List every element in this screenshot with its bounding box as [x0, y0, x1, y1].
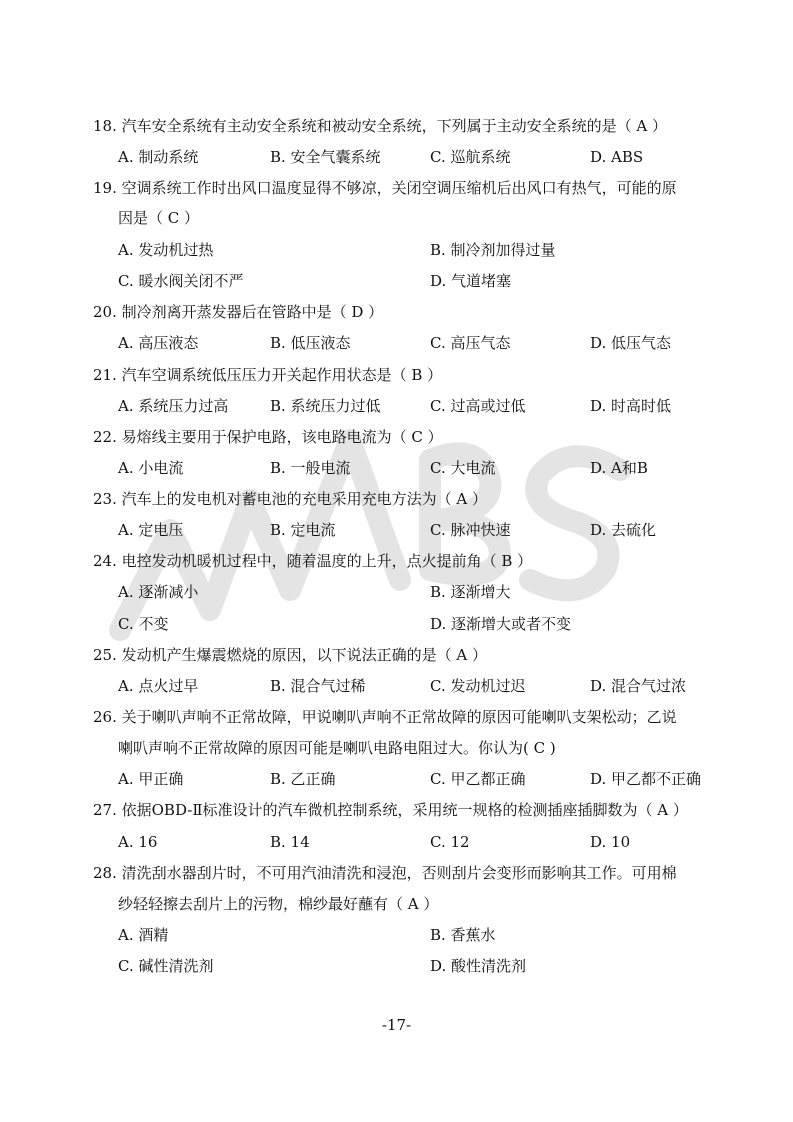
question-24-stem: 24. 电控发动机暖机过程中，随着温度的上升，点火提前角（ B ）	[93, 552, 533, 570]
question-27-option-d: D. 10	[590, 833, 631, 851]
question-23-stem: 23. 汽车上的发电机对蓄电池的充电采用充电方法为（ A ）	[93, 490, 487, 508]
question-20-option-d: D. 低压气态	[590, 334, 672, 352]
question-27-stem: 27. 依据OBD-Ⅱ标准设计的汽车微机控制系统，采用统一规格的检测插座插脚数为（ A ）	[93, 801, 688, 819]
question-19-stem-line1: 19. 空调系统工作时出风口温度显得不够凉，关闭空调压缩机后出风口有热气，可能的原	[93, 179, 677, 197]
question-22-option-d: D. A和B	[590, 459, 648, 477]
question-24-option-c: C. 不变	[118, 615, 169, 633]
question-22-option-b: B. 一般电流	[270, 459, 351, 477]
question-18-option-d: D. ABS	[590, 148, 644, 166]
question-23-option-a: A. 定电压	[118, 521, 184, 539]
question-25-option-a: A. 点火过早	[118, 677, 199, 695]
question-25-option-c: C. 发动机过迟	[430, 677, 526, 695]
question-22-stem: 22. 易熔线主要用于保护电路，该电路电流为（ C ）	[93, 428, 443, 446]
question-28-option-d: D. 酸性清洗剂	[430, 957, 527, 975]
question-19-option-b: B. 制冷剂加得过量	[430, 241, 556, 259]
question-19-option-d: D. 气道堵塞	[430, 272, 512, 290]
question-26-option-b: B. 乙正确	[270, 770, 336, 788]
question-18-option-a: A. 制动系统	[118, 148, 199, 166]
question-18-stem: 18. 汽车安全系统有主动安全系统和被动安全系统，下列属于主动安全系统的是（ A ）	[93, 117, 667, 135]
question-27-option-c: C. 12	[430, 833, 470, 851]
question-19-option-c: C. 暖水阀关闭不严	[118, 272, 244, 290]
question-21-option-c: C. 过高或过低	[430, 397, 526, 415]
question-23-option-d: D. 去硫化	[590, 521, 657, 539]
question-25-stem: 25. 发动机产生爆震燃烧的原因，以下说法正确的是（ A ）	[93, 646, 487, 664]
question-18-option-b: B. 安全气囊系统	[270, 148, 381, 166]
question-20-option-c: C. 高压气态	[430, 334, 511, 352]
question-23-option-c: C. 脉冲快速	[430, 521, 511, 539]
question-23-option-b: B. 定电流	[270, 521, 336, 539]
question-27-option-a: A. 16	[118, 833, 158, 851]
question-20-stem: 20. 制冷剂离开蒸发器后在管路中是（ D ）	[93, 303, 384, 321]
question-26-option-d: D. 甲乙都不正确	[590, 770, 702, 788]
question-19-stem-line2: 因是（ C ）	[118, 209, 200, 227]
question-28-option-b: B. 香蕉水	[430, 926, 496, 944]
question-21-option-b: B. 系统压力过低	[270, 397, 381, 415]
question-26-option-a: A. 甲正确	[118, 770, 184, 788]
question-25-option-d: D. 混合气过浓	[590, 677, 687, 695]
page-number: -17-	[381, 1016, 412, 1034]
question-19-option-a: A. 发动机过热	[118, 241, 214, 259]
question-22-option-a: A. 小电流	[118, 459, 184, 477]
question-24-option-d: D. 逐渐增大或者不变	[430, 615, 572, 633]
question-28-option-a: A. 酒精	[118, 926, 169, 944]
question-21-option-d: D. 时高时低	[590, 397, 672, 415]
question-20-option-b: B. 低压液态	[270, 334, 351, 352]
question-20-option-a: A. 高压液态	[118, 334, 199, 352]
question-21-stem: 21. 汽车空调系统低压压力开关起作用状态是（ B ）	[93, 366, 443, 384]
question-26-stem-line1: 26. 关于喇叭声响不正常故障，甲说喇叭声响不正常故障的原因可能喇叭支架松动；乙说	[93, 708, 677, 726]
question-24-option-b: B. 逐渐增大	[430, 583, 511, 601]
question-21-option-a: A. 系统压力过高	[118, 397, 229, 415]
question-26-stem-line2: 喇叭声响不正常故障的原因可能是喇叭电路电阻过大。你认为( C )	[118, 739, 556, 757]
question-28-stem-line2: 纱轻轻擦去刮片上的污物，棉纱最好蘸有（ A ）	[118, 895, 439, 913]
question-18-option-c: C. 巡航系统	[430, 148, 511, 166]
question-27-option-b: B. 14	[270, 833, 310, 851]
question-22-option-c: C. 大电流	[430, 459, 496, 477]
question-28-stem-line1: 28. 清洗刮水器刮片时，不可用汽油清洗和浸泡，否则刮片会变形而影响其工作。可用棉	[93, 864, 677, 882]
question-26-option-c: C. 甲乙都正确	[430, 770, 526, 788]
question-25-option-b: B. 混合气过稀	[270, 677, 366, 695]
question-28-option-c: C. 碱性清洗剂	[118, 957, 214, 975]
question-24-option-a: A. 逐渐减小	[118, 583, 199, 601]
